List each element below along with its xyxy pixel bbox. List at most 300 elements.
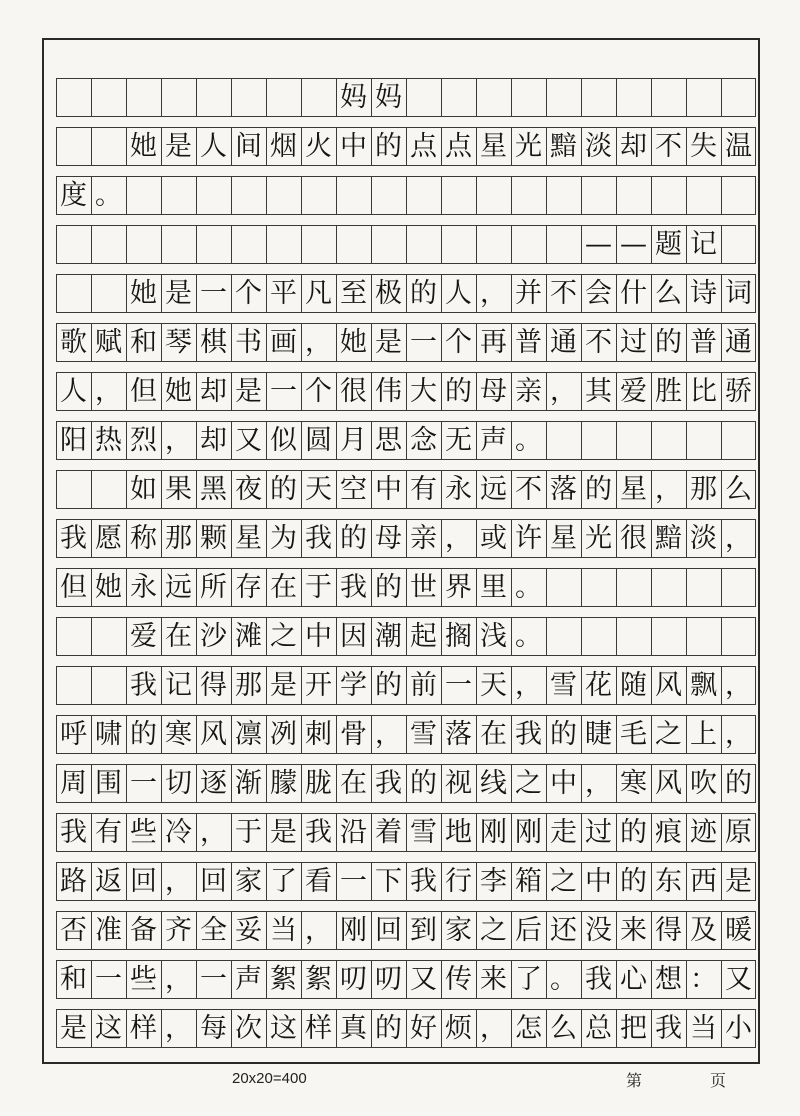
grid-cell (161, 705, 196, 754)
handwritten-char (56, 617, 91, 656)
handwritten-char: 歌 (60, 327, 87, 358)
handwritten-char: 是 (60, 1013, 87, 1044)
grid-cell (476, 705, 511, 754)
handwritten-char: 存 (235, 572, 262, 603)
grid-cell (266, 901, 301, 950)
page-label-di: 第 (626, 1071, 643, 1090)
grid-cell (476, 264, 511, 313)
handwritten-char: ， (515, 670, 542, 701)
grid-cell (161, 264, 196, 313)
handwritten-char (126, 78, 161, 117)
handwritten-char: 风 (655, 768, 682, 799)
grid-cell (581, 166, 616, 215)
grid-cell (546, 362, 581, 411)
grid-cell (56, 558, 91, 607)
grid-cell (406, 117, 441, 166)
grid-cell (651, 558, 686, 607)
grid-cell (196, 558, 231, 607)
grid-cell (336, 999, 371, 1048)
grid-cell (406, 705, 441, 754)
grid-cell (406, 68, 441, 117)
grid-cell (616, 803, 651, 852)
handwritten-char: 很 (340, 376, 367, 407)
grid-cell (231, 803, 266, 852)
grid-cell (371, 215, 406, 264)
grid-cell (56, 803, 91, 852)
grid-cell (371, 264, 406, 313)
grid-cell (721, 656, 756, 705)
grid-cell (196, 754, 231, 803)
handwritten-char: 是 (165, 278, 192, 309)
grid-cell (686, 558, 721, 607)
grid-cell (511, 607, 546, 656)
handwritten-char (616, 421, 651, 460)
handwritten-char: 我 (130, 670, 157, 701)
handwritten-char: 风 (200, 719, 227, 750)
handwritten-char: 的 (375, 1013, 402, 1044)
handwritten-char: 亲 (515, 376, 542, 407)
handwritten-char: 的 (340, 523, 367, 554)
grid-cell (301, 68, 336, 117)
grid-cell (266, 264, 301, 313)
handwritten-char (581, 176, 616, 215)
grid-cell (721, 215, 756, 264)
grid-cell (406, 754, 441, 803)
handwritten-char: 又 (235, 425, 262, 456)
grid-cell (336, 901, 371, 950)
handwritten-char: 有 (95, 817, 122, 848)
grid-cell (721, 705, 756, 754)
handwritten-char: ， (165, 964, 192, 995)
handwritten-char (651, 568, 686, 607)
handwritten-char: 圆 (305, 425, 332, 456)
grid-cell (266, 362, 301, 411)
grid-cell (266, 509, 301, 558)
grid-cell (371, 68, 406, 117)
handwritten-char (441, 225, 476, 264)
handwritten-char (196, 78, 231, 117)
grid-cell (616, 313, 651, 362)
handwritten-char (546, 568, 581, 607)
handwritten-char: 失 (690, 131, 717, 162)
handwritten-char: 极 (375, 278, 402, 309)
handwritten-char: 次 (235, 1013, 262, 1044)
handwritten-char: 我 (305, 523, 332, 554)
handwritten-char (721, 225, 756, 264)
grid-cell (651, 313, 686, 362)
handwritten-char: ， (165, 866, 192, 897)
grid-cell (371, 950, 406, 999)
grid-cell (301, 411, 336, 460)
handwritten-char: 寒 (165, 719, 192, 750)
grid-cell (441, 803, 476, 852)
grid-cell (126, 117, 161, 166)
handwritten-char: 全 (200, 915, 227, 946)
handwritten-char: 冽 (270, 719, 297, 750)
handwritten-char: 比 (690, 376, 717, 407)
grid-cell (406, 460, 441, 509)
handwritten-char (231, 78, 266, 117)
grid-cell (406, 558, 441, 607)
handwritten-char: 沿 (340, 817, 367, 848)
grid-cell (231, 117, 266, 166)
handwritten-char: 暖 (725, 915, 752, 946)
grid-cell (511, 460, 546, 509)
handwritten-char: 搁 (445, 621, 472, 652)
handwritten-char: 李 (480, 866, 507, 897)
handwritten-char: ， (480, 278, 507, 309)
grid-cell (56, 607, 91, 656)
handwritten-char (721, 78, 756, 117)
grid-cell (231, 999, 266, 1048)
handwritten-char: 颗 (200, 523, 227, 554)
grid-cell (266, 117, 301, 166)
handwritten-char (546, 225, 581, 264)
grid-cell (721, 362, 756, 411)
grid-cell (161, 999, 196, 1048)
grid-cell (511, 656, 546, 705)
handwritten-char: 并 (515, 278, 542, 309)
handwritten-char: 淡 (585, 131, 612, 162)
handwritten-char: 迹 (690, 817, 717, 848)
grid-cell (336, 68, 371, 117)
handwritten-char: 的 (620, 866, 647, 897)
handwritten-char (266, 225, 301, 264)
grid-cell (231, 656, 266, 705)
grid-cell (161, 313, 196, 362)
grid-cell (546, 754, 581, 803)
grid-cell (371, 901, 406, 950)
handwritten-char: 否 (60, 915, 87, 946)
handwritten-char: 切 (165, 768, 192, 799)
handwritten-char: 黑 (200, 474, 227, 505)
handwritten-char: 但 (130, 376, 157, 407)
handwritten-char: 她 (165, 376, 192, 407)
grid-cell (56, 362, 91, 411)
handwritten-char (616, 617, 651, 656)
handwritten-char (616, 568, 651, 607)
grid-cell (161, 460, 196, 509)
grid-cell (196, 117, 231, 166)
grid-cell (161, 607, 196, 656)
grid-cell (476, 999, 511, 1048)
handwritten-char: 刺 (305, 719, 332, 750)
grid-cell (511, 264, 546, 313)
handwritten-char: 齐 (165, 915, 192, 946)
handwritten-char: 准 (95, 915, 122, 946)
handwritten-char (196, 176, 231, 215)
handwritten-char (511, 176, 546, 215)
handwritten-char: 不 (655, 131, 682, 162)
grid-cell (511, 705, 546, 754)
grid-cell (301, 656, 336, 705)
handwritten-char: 过 (620, 327, 647, 358)
handwritten-char: 沙 (200, 621, 227, 652)
handwritten-char: 和 (130, 327, 157, 358)
handwritten-char: 其 (585, 376, 612, 407)
handwritten-char: 些 (130, 964, 157, 995)
grid-cell (266, 803, 301, 852)
grid-cell (161, 901, 196, 950)
handwritten-char (476, 225, 511, 264)
handwritten-char: ， (480, 1013, 507, 1044)
grid-cell (196, 166, 231, 215)
handwritten-char: 我 (585, 964, 612, 995)
handwritten-char: 朦 (270, 768, 297, 799)
grid-cell (301, 215, 336, 264)
grid-spec-label: 20x20=400 (232, 1070, 307, 1087)
handwritten-char: 人 (445, 278, 472, 309)
handwritten-char: 潮 (375, 621, 402, 652)
grid-cell (301, 362, 336, 411)
grid-cell (616, 901, 651, 950)
grid-cell (56, 117, 91, 166)
handwritten-char: 题 (655, 229, 682, 260)
handwritten-char: 画 (270, 327, 297, 358)
grid-cell (406, 950, 441, 999)
handwritten-char (511, 225, 546, 264)
grid-cell (56, 950, 91, 999)
handwritten-char: 回 (200, 866, 227, 897)
grid-cell (91, 950, 126, 999)
grid-cell (336, 705, 371, 754)
grid-cell (301, 460, 336, 509)
handwritten-char: 点 (445, 131, 472, 162)
grid-cell (686, 362, 721, 411)
grid-cell (336, 362, 371, 411)
grid-cell (91, 313, 126, 362)
handwritten-char: ， (725, 523, 752, 554)
grid-cell (301, 950, 336, 999)
handwritten-char: 走 (550, 817, 577, 848)
handwritten-char: 逐 (200, 768, 227, 799)
handwritten-char: 的 (130, 719, 157, 750)
handwritten-char: 大 (410, 376, 437, 407)
grid-cell (511, 950, 546, 999)
grid-cell (266, 607, 301, 656)
grid-cell (546, 607, 581, 656)
handwritten-char: 刚 (480, 817, 507, 848)
grid-cell (406, 656, 441, 705)
grid-cell (511, 117, 546, 166)
handwritten-char: 不 (515, 474, 542, 505)
character-grid (56, 68, 756, 1048)
handwritten-char: 的 (410, 278, 437, 309)
grid-cell (196, 362, 231, 411)
handwritten-char: 普 (690, 327, 717, 358)
grid-cell (476, 950, 511, 999)
grid-cell (686, 313, 721, 362)
grid-cell (441, 313, 476, 362)
grid-cell (651, 999, 686, 1048)
grid-cell (441, 999, 476, 1048)
grid-cell (616, 68, 651, 117)
grid-cell (441, 68, 476, 117)
handwritten-char: 之 (480, 915, 507, 946)
handwritten-char (161, 78, 196, 117)
grid-cell (651, 362, 686, 411)
grid-cell (91, 362, 126, 411)
grid-cell (266, 166, 301, 215)
handwritten-char: 如 (130, 474, 157, 505)
handwritten-char: 所 (200, 572, 227, 603)
grid-cell (56, 411, 91, 460)
grid-cell (511, 558, 546, 607)
handwritten-char: 个 (235, 278, 262, 309)
grid-cell (616, 264, 651, 313)
handwritten-char: 总 (585, 1013, 612, 1044)
handwritten-char: 一 (340, 866, 367, 897)
handwritten-char: 心 (620, 964, 647, 995)
handwritten-char (546, 78, 581, 117)
grid-cell (581, 68, 616, 117)
handwritten-char: 中 (585, 866, 612, 897)
grid-cell (231, 362, 266, 411)
grid-cell (91, 607, 126, 656)
handwritten-char: 这 (95, 1013, 122, 1044)
handwritten-char (161, 176, 196, 215)
handwritten-char: 些 (130, 817, 157, 848)
handwritten-char: 称 (130, 523, 157, 554)
grid-cell (266, 215, 301, 264)
handwritten-char: 空 (340, 474, 367, 505)
handwritten-char: 记 (165, 670, 192, 701)
handwritten-char (56, 78, 91, 117)
grid-cell (231, 264, 266, 313)
handwritten-char (721, 568, 756, 607)
handwritten-char: 很 (620, 523, 647, 554)
handwritten-char (196, 225, 231, 264)
handwritten-char: 夜 (235, 474, 262, 505)
grid-cell (581, 362, 616, 411)
grid-cell (511, 852, 546, 901)
grid-cell (196, 215, 231, 264)
grid-cell (476, 509, 511, 558)
handwritten-char: 记 (690, 229, 717, 260)
handwritten-char (441, 78, 476, 117)
handwritten-char: 一 (445, 670, 472, 701)
grid-cell (546, 509, 581, 558)
grid-cell (651, 607, 686, 656)
handwritten-char: 又 (725, 964, 752, 995)
handwritten-char: 花 (585, 670, 612, 701)
handwritten-char (441, 176, 476, 215)
handwritten-char: 于 (235, 817, 262, 848)
handwritten-char: 家 (445, 915, 472, 946)
handwritten-char: 界 (445, 572, 472, 603)
handwritten-char: 至 (340, 278, 367, 309)
grid-cell (616, 166, 651, 215)
handwritten-char: 。 (515, 621, 542, 652)
grid-cell (301, 607, 336, 656)
handwritten-char: 许 (515, 523, 542, 554)
grid-cell (581, 215, 616, 264)
grid-cell (616, 999, 651, 1048)
handwritten-char: 烈 (130, 425, 157, 456)
handwritten-char: 果 (165, 474, 192, 505)
grid-cell (231, 411, 266, 460)
handwritten-char: 一 (200, 964, 227, 995)
grid-cell (371, 656, 406, 705)
handwritten-char (511, 78, 546, 117)
handwritten-char: 平 (270, 278, 297, 309)
grid-cell (686, 215, 721, 264)
handwritten-char: 上 (690, 719, 717, 750)
grid-cell (231, 950, 266, 999)
handwritten-char: 刚 (515, 817, 542, 848)
grid-cell (371, 166, 406, 215)
handwritten-char: 之 (270, 621, 297, 652)
handwritten-char: 伟 (375, 376, 402, 407)
grid-cell (476, 558, 511, 607)
handwritten-char: 声 (235, 964, 262, 995)
handwritten-char: 。 (95, 180, 122, 211)
grid-cell (371, 362, 406, 411)
grid-cell (651, 754, 686, 803)
grid-cell (231, 705, 266, 754)
handwritten-char: 我 (305, 817, 332, 848)
handwritten-char: ， (165, 1013, 192, 1044)
grid-cell (686, 852, 721, 901)
handwritten-char: 间 (235, 131, 262, 162)
grid-cell (336, 852, 371, 901)
handwritten-char: 小 (725, 1013, 752, 1044)
grid-cell (616, 411, 651, 460)
handwritten-char: 不 (550, 278, 577, 309)
handwritten-char: 落 (445, 719, 472, 750)
grid-cell (686, 705, 721, 754)
handwritten-char: 琴 (165, 327, 192, 358)
handwritten-char: 回 (375, 915, 402, 946)
handwritten-char (406, 78, 441, 117)
grid-cell (56, 999, 91, 1048)
handwritten-char: 了 (270, 866, 297, 897)
grid-cell (336, 950, 371, 999)
handwritten-char: 普 (515, 327, 542, 358)
handwritten-char: 叨 (375, 964, 402, 995)
handwritten-char: 我 (515, 719, 542, 750)
handwritten-char: 西 (690, 866, 717, 897)
grid-cell (441, 460, 476, 509)
handwritten-char (721, 176, 756, 215)
handwritten-char: 词 (725, 278, 752, 309)
handwritten-char: 得 (200, 670, 227, 701)
handwritten-char: 似 (270, 425, 297, 456)
handwritten-char: 中 (340, 131, 367, 162)
grid-cell (161, 950, 196, 999)
handwritten-char: 样 (305, 1013, 332, 1044)
handwritten-char (56, 274, 91, 313)
grid-cell (651, 215, 686, 264)
handwritten-char: 之 (655, 719, 682, 750)
grid-cell (546, 705, 581, 754)
grid-cell (371, 705, 406, 754)
handwritten-char (616, 176, 651, 215)
handwritten-char (721, 421, 756, 460)
grid-cell (56, 852, 91, 901)
handwritten-char: 思 (375, 425, 402, 456)
handwritten-char: 一 (200, 278, 227, 309)
grid-cell (56, 460, 91, 509)
grid-cell (91, 754, 126, 803)
grid-cell (581, 558, 616, 607)
grid-cell (581, 950, 616, 999)
handwritten-char: 愿 (95, 523, 122, 554)
grid-cell (686, 803, 721, 852)
handwritten-char: ， (445, 523, 472, 554)
grid-cell (91, 558, 126, 607)
handwritten-char: 毛 (620, 719, 647, 750)
